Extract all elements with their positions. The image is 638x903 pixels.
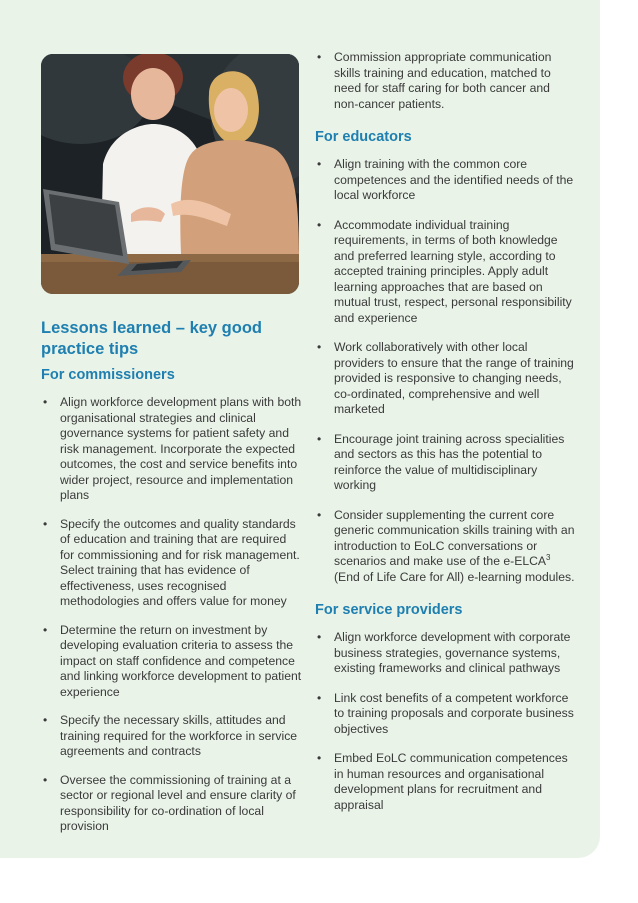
list-item (315, 508, 577, 586)
list-item-text: Consider supplementing the current core generic communication skills training with an introduction to EoLC conversations or scenarios and make use of the e-ELCA (334, 507, 575, 568)
list-item: • Specify the outcomes and quality standards of education and training that are required for commissioning and for risk management. Select training that has evidence of effectiveness, uses recognised methodologies and offers value for money (41, 517, 303, 610)
photo-illustration (41, 54, 299, 294)
list-item: • Oversee the commissioning of training at a sector or regional level and ensure clarity of responsibility for co-ordination of local provision (41, 773, 303, 835)
service-providers-list (315, 630, 577, 813)
section-title: Lessons learned – key good practice tips (41, 319, 262, 358)
list-item: • Commission appropriate communication skills training and education, matched to need for staff caring for both cancer and non-cancer patients. (315, 50, 577, 112)
heading-for-service-providers: For service providers (315, 602, 463, 618)
list-item: • Specify the necessary skills, attitudes and training required for the workforce in service agreements and contracts (41, 713, 303, 760)
list-item-text-end: (End of Life Care for All) e-learning modules. (334, 569, 575, 584)
commissioners-list (41, 395, 303, 835)
list-item: • Align training with the common core competences and the identified needs of the local workforce (315, 157, 577, 204)
photo-two-women-laptop (41, 54, 299, 294)
list-item: • Accommodate individual training requirements, in terms of both knowledge and preferred learning style, according to accepted training principles. Apply adult learning approaches that are based on mutual trust, respect, personal responsibility and experience (315, 218, 577, 327)
left-column (41, 318, 303, 848)
commissioners-list-continued (315, 50, 577, 112)
heading-for-commissioners: For commissioners (41, 367, 175, 383)
list-item: • Align workforce development plans with both organisational strategies and clinical governance systems for patient safety and risk management. Incorporate the expected outcomes, the cost and service benefits into wider project, resource and implementation plans (41, 395, 303, 504)
list-item: • Encourage joint training across specialities and sectors as this has the potential to reinforce the value of multidisciplinary working (315, 432, 577, 494)
footnote-reference: 3 (546, 552, 551, 562)
right-column (315, 50, 577, 827)
list-item: • Determine the return on investment by developing evaluation criteria to assess the impact on staff confidence and competence and linking workforce development to patient experience (41, 623, 303, 701)
list-item: • Link cost benefits of a competent workforce to training proposals and corporate business objectives (315, 691, 577, 738)
list-item: • Work collaboratively with other local providers to ensure that the range of training provided is responsive to changing needs, co-ordinated, comprehensive and well marketed (315, 340, 577, 418)
list-item: • Embed EoLC communication competences in human resources and organisational development plans for recruitment and appraisal (315, 751, 577, 813)
list-item: • Align workforce development with corporate business strategies, governance systems, existing frameworks and clinical pathways (315, 630, 577, 677)
heading-for-educators: For educators (315, 129, 412, 145)
educators-list (315, 157, 577, 585)
